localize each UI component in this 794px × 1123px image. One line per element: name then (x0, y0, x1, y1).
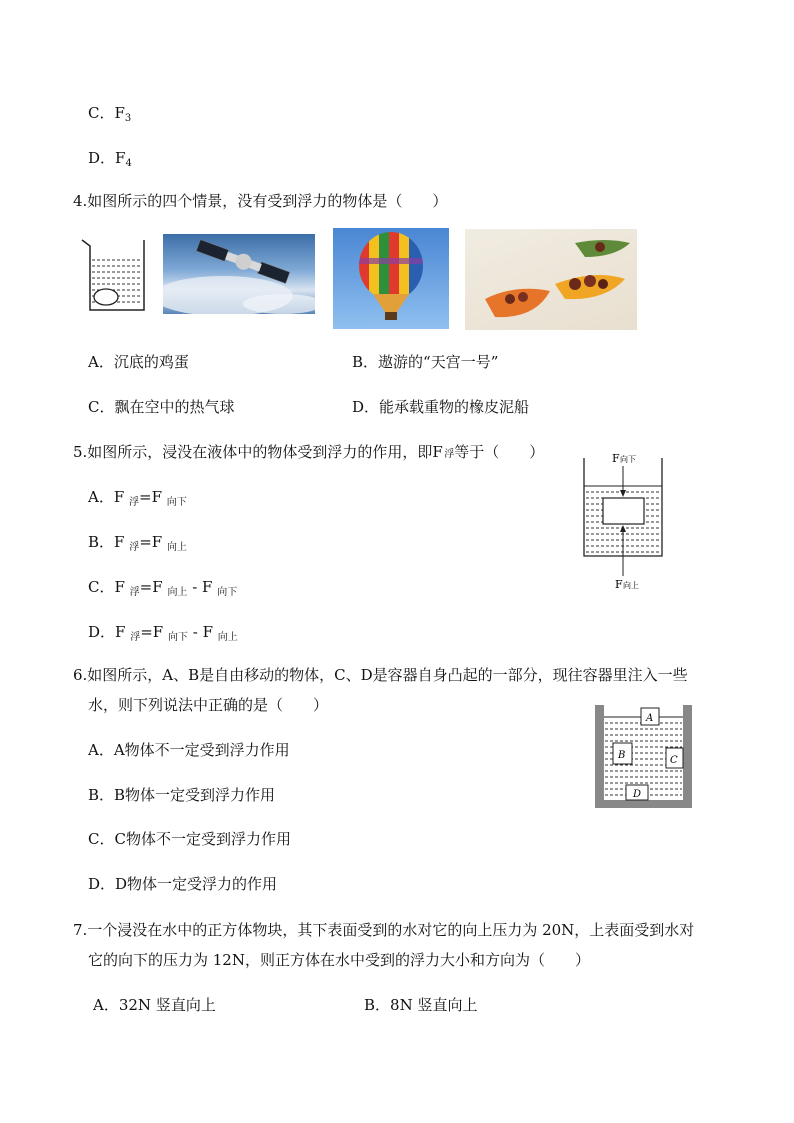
label-b: B (618, 750, 626, 761)
q5-option-c: C．F $_浮$=F $_{向上}$ - F $_{向下}$ (88, 578, 238, 598)
q3-option-d: D．$F_4$ (88, 149, 132, 169)
q7-stem-line1: 7.一个浸没在水中的正方体物块，其下表面受到的水对它的向上压力为 20N，上表面受到水对 (73, 921, 695, 939)
q7-option-b: B．8N 竖直向上 (364, 996, 478, 1014)
q5-option-d: D．F $_浮$=F $_{向下}$ - F $_{向上}$ (88, 623, 238, 643)
q5-stem: 5.如图所示，浸没在液体中的物体受到浮力的作用，即F 浮等于（ ） (73, 443, 545, 461)
buoyancy-force-diagram (582, 450, 668, 595)
q3-option-c: C．$F_3$ (88, 104, 132, 124)
force-up-sub: 向上 (623, 581, 639, 590)
q6-option-a: A．A物体不一定受到浮力作用 (88, 741, 290, 759)
container-objects-diagram (592, 703, 696, 813)
q6-option-d: D．D物体一定受浮力的作用 (88, 875, 278, 893)
q4-option-b: B．遨游的“天宫一号” (352, 353, 499, 371)
hot-air-balloon-photo (333, 228, 449, 329)
clay-boats-photo (465, 229, 637, 330)
q6-stem-line2: 水，则下列说法中正确的是（ ） (88, 696, 329, 714)
q4-stem: 4.如图所示的四个情景，没有受到浮力的物体是（ ） (73, 192, 448, 210)
force-up-label: F (615, 578, 623, 591)
label-d: D (633, 789, 642, 800)
q5-option-b: B．F $_浮$=F $_{向上}$ (88, 533, 187, 553)
q6-option-c: C．C物体不一定受到浮力作用 (88, 830, 291, 848)
force-down-label: F (612, 452, 620, 465)
q6-option-b: B．B物体一定受到浮力作用 (88, 786, 276, 804)
label-c: C (670, 755, 678, 766)
force-down-sub: 向下 (620, 455, 636, 464)
q5-option-a: A．F $_浮$=F $_{向下}$ (88, 488, 187, 508)
q7-stem-line2: 它的向下的压力为 12N，则正方体在水中受到的浮力大小和方向为（ ） (88, 951, 590, 969)
label-a: A (646, 713, 654, 724)
q4-option-c: C．飘在空中的热气球 (88, 398, 235, 416)
q4-option-a: A．沉底的鸡蛋 (88, 353, 189, 371)
q4-option-d: D．能承载重物的橡皮泥船 (352, 398, 530, 416)
q7-option-a: A．32N 竖直向上 (93, 996, 216, 1014)
egg-in-beaker-image (76, 234, 151, 314)
q6-stem-line1: 6.如图所示，A、B是自由移动的物体，C、D是容器自身凸起的一部分，现往容器里注入一些 (73, 666, 688, 684)
tiangong-photo (163, 234, 315, 314)
